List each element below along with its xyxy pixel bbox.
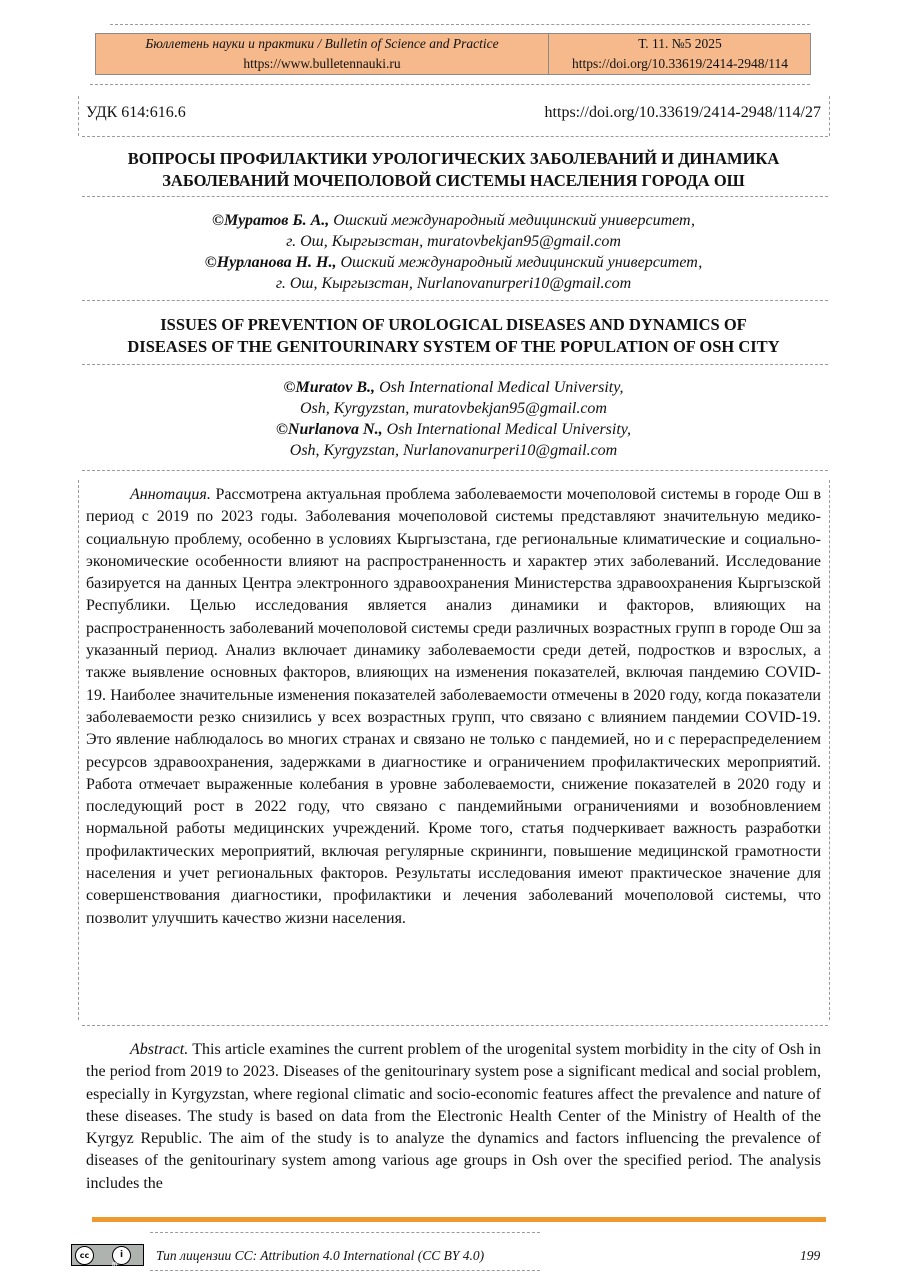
authors-en [220, 377, 687, 461]
journal-header [95, 33, 811, 75]
abstract-ru-text: Рассмотрена актуальная проблема заболеваемости мочеполовой системы в городе Ош в период с 2019 по 2023 годы. Заболевания мочеполовой системы представляют значительную медико-социальную проблему, особенно в условиях Кыргызстана, где региональные климатические и социально-экономические особенности влияют на распространенность и характер этих заболеваний. Исследование базируется на данных Центра электронного здравоохранения Министерства здравоохранения Кыргызской Республики. Целью исследования является анализ динамики и факторов, влияющих на распространенность заболеваний мочеполовой системы среди различных возрастных групп в городе Ош за указанный период. Анализ включает динамику заболеваемости среди детей, подростков и взрослых, а также выявление основных факторов, влияющих на изменения показателей, включая пандемию COVID-19. Наиболее значительные изменения показателей заболеваемости отмечены в 2020 году, когда показатели заболеваемости резко снизились у всех возрастных групп, что связано с влиянием пандемии COVID-19. Это явление наблюдалось во многих странах и связано не только с пандемией, но и с перераспределением ресурсов здравоохранения, задержками в диагностике и ограничением профилактических мероприятий. Работа отмечает выраженные колебания в уровне заболеваемости, снижение показателей в 2020 году и последующий рост в 2022 году, что связано с пандемийными ограничениями и возобновлением нормальной работы медицинских учреждений. Кроме того, статья подчеркивает важность разработки профилактических мероприятий, включая регулярные скрининги, повышение медицинской грамотности населения и учет региональных факторов. Результаты исследования имеют практическое значение для совершенствования диагностики, профилактики и лечения заболеваний мочеполовой системы, что позволит улучшить качество жизни населения. [86, 486, 821, 927]
author-affiliation-line [220, 377, 687, 398]
abstract-en-label: Abstract. [130, 1041, 189, 1058]
divider [82, 196, 828, 197]
divider [78, 96, 79, 136]
divider [82, 1025, 828, 1026]
cc-icon: cc [75, 1246, 94, 1265]
title-en-line: DISEASES OF THE GENITOURINARY SYSTEM OF THE POPULATION OF OSH CITY [127, 337, 780, 356]
author-affiliation: Ошский международный медицинский университет, [336, 254, 703, 271]
divider [82, 300, 828, 301]
footer-rule [92, 1217, 826, 1222]
authors-ru [150, 210, 757, 294]
author-address: г. Ош, Кыргызстан, muratovbekjan95@gmail.com [286, 233, 621, 250]
author-name: ©Нурланова Н. Н., [204, 254, 337, 271]
divider [82, 364, 828, 365]
author-address: г. Ош, Кыргызстан, Nurlanovanurperi10@gmail.com [275, 275, 632, 292]
divider [82, 136, 828, 137]
author-affiliation: Osh International Medical University, [382, 421, 632, 438]
author-affiliation-line [150, 252, 757, 273]
author-name: ©Muratov B., [283, 379, 376, 396]
author-affiliation: Ошский международный медицинский университет, [329, 212, 695, 229]
journal-header-left [96, 34, 549, 74]
abstract-ru [86, 484, 821, 930]
title-ru-line: ВОПРОСЫ ПРОФИЛАКТИКИ УРОЛОГИЧЕСКИХ ЗАБОЛЕВАНИЙ И ДИНАМИКА [127, 149, 780, 168]
divider [150, 1270, 540, 1271]
journal-name: Бюллетень науки и практики / Bulletin of Science and Practice [145, 36, 499, 51]
author-affiliation-line [220, 419, 687, 440]
title-en [82, 314, 825, 358]
title-ru-line: ЗАБОЛЕВАНИЙ МОЧЕПОЛОВОЙ СИСТЕМЫ НАСЕЛЕНИЯ ГОРОДА ОШ [162, 171, 745, 190]
journal-site-link[interactable]: https://www.bulletennauki.ru [243, 56, 401, 71]
by-label: BY [112, 1262, 119, 1268]
page-number: 199 [800, 1248, 821, 1263]
abstract-ru-label: Аннотация. [130, 486, 211, 503]
divider [829, 480, 830, 1020]
divider [829, 96, 830, 136]
author-address: Osh, Kyrgyzstan, Nurlanovanurperi10@gmail.com [289, 442, 618, 459]
divider [90, 84, 810, 85]
abstract-en-text: This article examines the current problem of the urogenital system morbidity in the city of Osh in the period from 2019 to 2023. Diseases of the genitourinary system pose a significant medical and social problem, especially in Kyrgyzstan, where regional climatic and socio-economic features affect the prevalence and nature of these diseases. The study is based on data from the Electronic Health Center of the Ministry of Health of the Kyrgyz Republic. The aim of the study is to analyze the dynamics and factors influencing the prevalence of diseases of the genitourinary system among various age groups in Osh over the specified period. The analysis includes the [86, 1041, 821, 1192]
divider [150, 1232, 540, 1233]
journal-volume: Т. 11. №5 2025 [638, 36, 722, 51]
author-affiliation: Osh International Medical University, [375, 379, 624, 396]
article-doi-link[interactable]: https://doi.org/10.33619/2414-2948/114/27 [544, 104, 821, 121]
divider [82, 470, 828, 471]
title-ru [82, 148, 825, 192]
license-text: Тип лицензии CC: Attribution 4.0 International (CC BY 4.0) [156, 1248, 485, 1263]
author-name: ©Nurlanova N., [275, 421, 383, 438]
author-name: ©Муратов Б. А., [211, 212, 330, 229]
divider [110, 24, 810, 25]
udk-code: УДК 614:616.6 [86, 104, 186, 121]
title-en-line: ISSUES OF PREVENTION OF UROLOGICAL DISEASES AND DYNAMICS OF [160, 315, 747, 334]
attribution-person-icon: i [112, 1246, 131, 1265]
author-affiliation-line [150, 210, 757, 231]
divider [78, 480, 79, 1020]
abstract-en [86, 1039, 821, 1195]
author-address: Osh, Kyrgyzstan, muratovbekjan95@gmail.com [300, 400, 607, 417]
journal-doi-link[interactable]: https://doi.org/10.33619/2414-2948/114 [571, 56, 788, 71]
cc-by-license-badge[interactable] [71, 1244, 144, 1266]
journal-header-right [549, 34, 811, 74]
